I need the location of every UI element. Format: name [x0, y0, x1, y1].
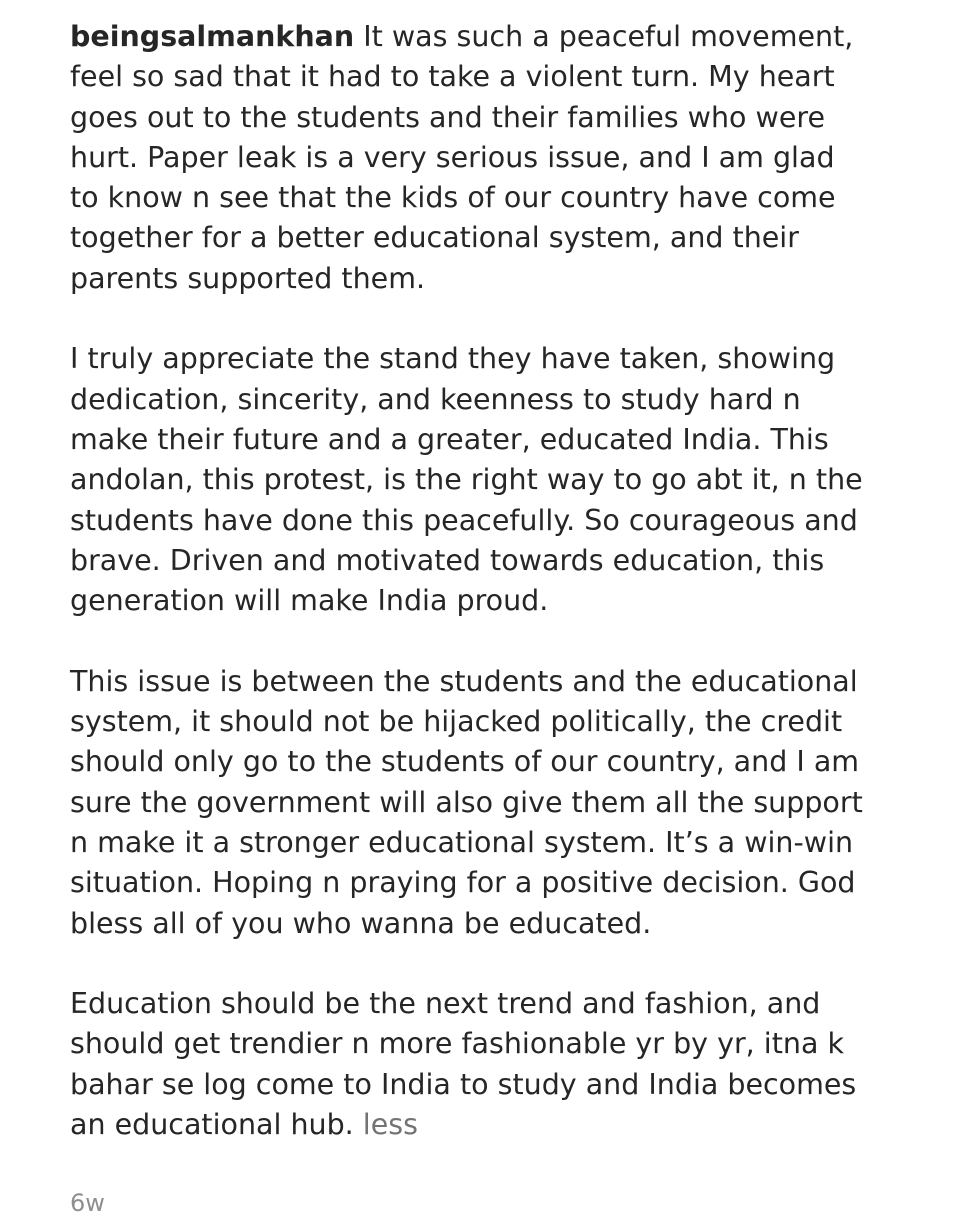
less-link[interactable]: less [362, 1108, 418, 1142]
caption-paragraph-3: This issue is between the students and the educational system, it should not be hijacked politically, the credit should only go to the students of our country, and I am sure the government will also give them all the support n make it a stronger educational system. It’s a win-win situation. Hoping n praying for a positive decision. God bless all of you who wanna be educated. [70, 664, 863, 940]
caption-text-1: It was such a peaceful movement, feel so sad that it had to take a violent turn. My heart goes out to the students and their families who were hurt. Paper leak is a very serious issue, and I am glad to know n see that the kids of our country have come together for a better educational system, and their parents supported them. [70, 20, 854, 295]
caption-paragraph-4 [70, 984, 870, 1145]
caption-paragraph-2: I truly appreciate the stand they have taken, showing dedication, sincerity, and keenness to study hard n make their future and a greater, educated India. This andolan, this protest, is the right way to go abt it, n the students have done this peacefully. So courageous and brave. Driven and motivated towards education, this generation will make India proud. [70, 342, 863, 618]
caption-paragraph-1 [70, 17, 870, 299]
post-timestamp: 6w [70, 1189, 105, 1217]
post-caption [70, 17, 870, 1186]
username-link[interactable]: beingsalmankhan [70, 20, 355, 53]
caption-text-4: Education should be the next trend and fashion, and should get trendier n more fashionable yr by yr, itna k bahar se log come to India to study and India becomes an educational hub. [70, 987, 857, 1142]
